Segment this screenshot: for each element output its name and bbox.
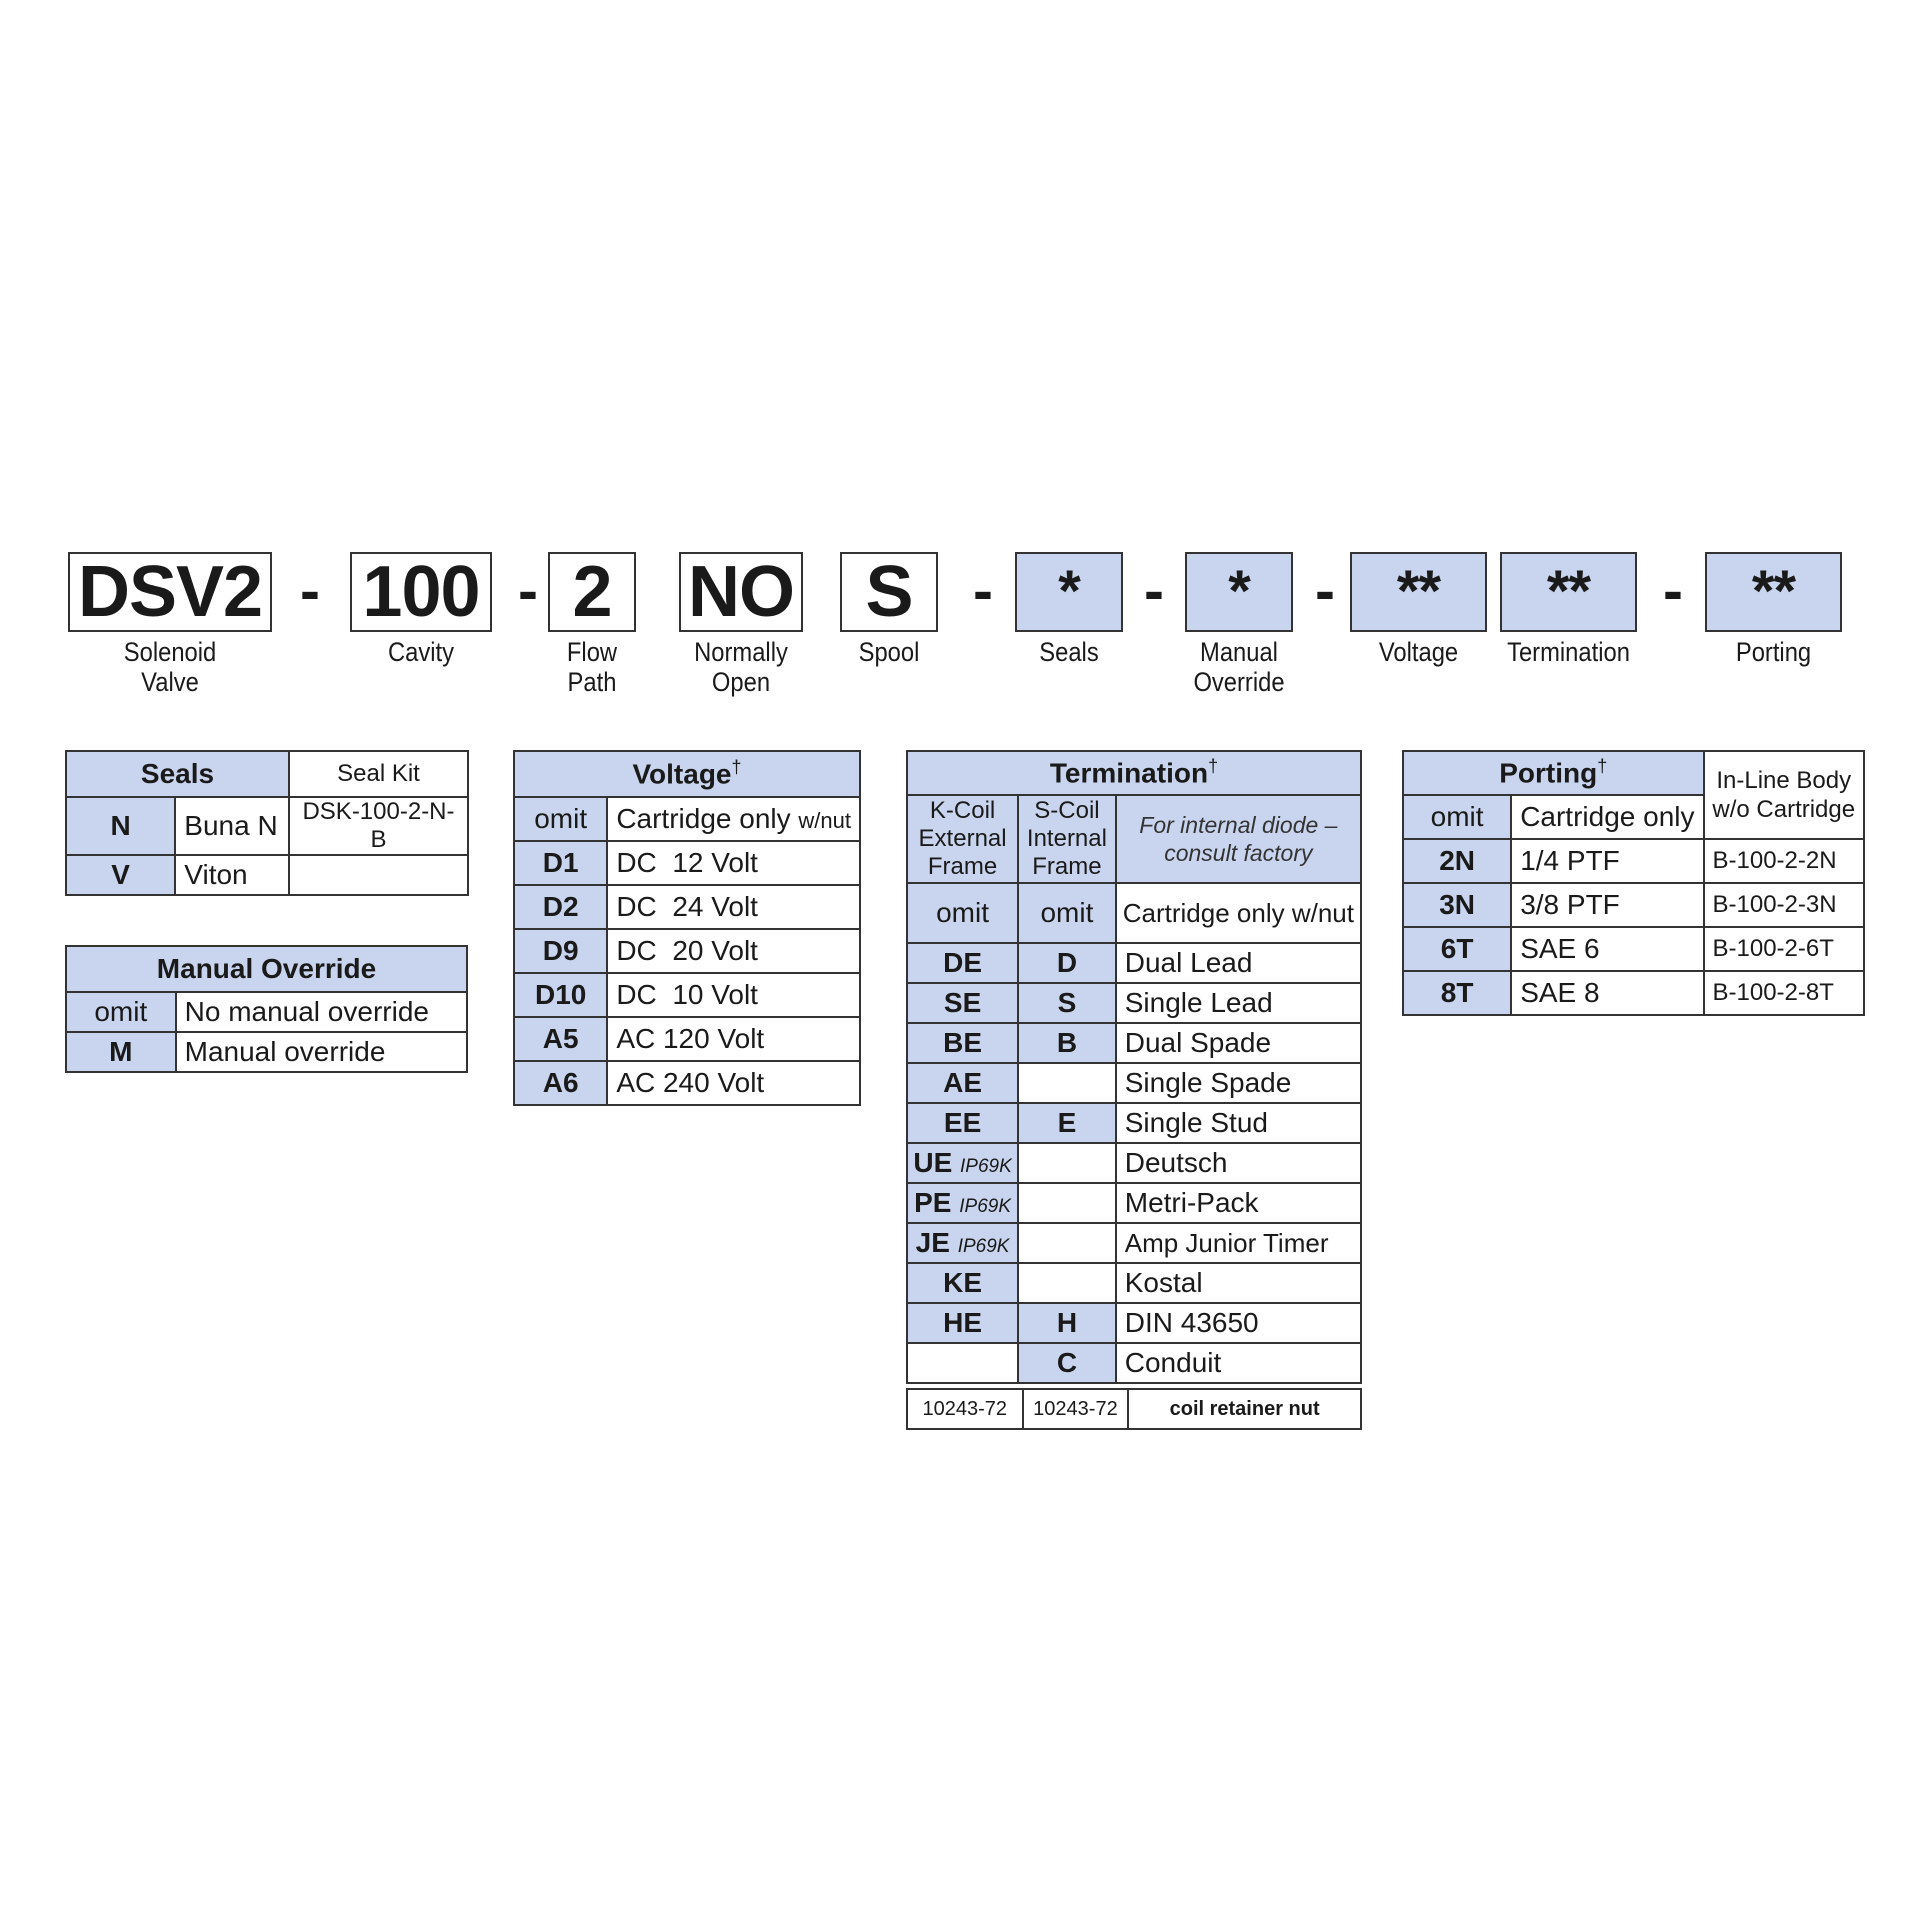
termination-desc: Deutsch bbox=[1116, 1143, 1361, 1183]
code-dash: - bbox=[1315, 557, 1335, 624]
termination-s-code: D bbox=[1018, 943, 1116, 983]
porting-code: omit bbox=[1403, 795, 1511, 839]
porting-desc: 3/8 PTF bbox=[1511, 883, 1703, 927]
voltage-desc: DC 20 Volt bbox=[607, 929, 860, 973]
voltage-table bbox=[513, 750, 861, 1106]
code-box-solenoid-valve: DSV2 bbox=[68, 552, 272, 632]
porting-code: 6T bbox=[1403, 927, 1511, 971]
nut-part-k: 10243-72 bbox=[907, 1389, 1023, 1429]
termination-k-cell bbox=[907, 1223, 1018, 1263]
voltage-desc-cell bbox=[607, 797, 860, 841]
code-box-spool: S bbox=[840, 552, 938, 632]
seals-kit bbox=[289, 855, 468, 895]
seals-desc: Viton bbox=[175, 855, 289, 895]
code-label-termination: Termination bbox=[1507, 637, 1630, 667]
ip69k-tag: IP69K bbox=[960, 1156, 1012, 1177]
manual-override-title: Manual Override bbox=[66, 946, 467, 992]
termination-s-code bbox=[1018, 1183, 1116, 1223]
code-label-normally-open: Normally Open bbox=[694, 637, 788, 697]
termination-k-code: UE bbox=[913, 1147, 953, 1178]
nut-desc: coil retainer nut bbox=[1128, 1389, 1361, 1429]
internal-diode-note: For internal diode – consult factory bbox=[1116, 795, 1361, 883]
voltage-dagger: † bbox=[731, 757, 742, 778]
termination-desc: Kostal bbox=[1116, 1263, 1361, 1303]
porting-body-part: B-100-2-6T bbox=[1704, 927, 1865, 971]
termination-desc: Conduit bbox=[1116, 1343, 1361, 1383]
voltage-code: A6 bbox=[514, 1061, 607, 1105]
code-label-cavity: Cavity bbox=[387, 637, 454, 667]
nut-part-s: 10243-72 bbox=[1023, 1389, 1129, 1429]
termination-k-code: PE bbox=[914, 1187, 952, 1218]
porting-code: 3N bbox=[1403, 883, 1511, 927]
manual-override-desc: Manual override bbox=[176, 1032, 467, 1072]
termination-k-code: BE bbox=[907, 1023, 1018, 1063]
termination-s-code bbox=[1018, 1263, 1116, 1303]
termination-desc: Single Lead bbox=[1116, 983, 1361, 1023]
voltage-title: Voltage bbox=[632, 758, 732, 790]
code-box-manual-override: * bbox=[1185, 552, 1293, 632]
porting-desc: SAE 6 bbox=[1511, 927, 1703, 971]
termination-title-cell bbox=[907, 751, 1361, 795]
termination-s-code bbox=[1018, 1223, 1116, 1263]
termination-k-code: DE bbox=[907, 943, 1018, 983]
inline-body-header: In-Line Body w/o Cartridge bbox=[1704, 751, 1865, 839]
termination-k-code bbox=[907, 1343, 1018, 1383]
s-coil-header: S-Coil Internal Frame bbox=[1018, 795, 1116, 883]
code-box-seals: * bbox=[1015, 552, 1123, 632]
termination-k-code: HE bbox=[907, 1303, 1018, 1343]
porting-desc: SAE 8 bbox=[1511, 971, 1703, 1015]
code-label-solenoid-valve: Solenoid Valve bbox=[123, 637, 217, 697]
termination-k-code: omit bbox=[907, 883, 1018, 943]
termination-k-code: JE bbox=[915, 1227, 950, 1258]
voltage-code: D2 bbox=[514, 885, 607, 929]
code-dash: - bbox=[1144, 557, 1164, 624]
seal-kit-header: Seal Kit bbox=[289, 751, 468, 797]
k-coil-header: K-Coil External Frame bbox=[907, 795, 1018, 883]
porting-desc: 1/4 PTF bbox=[1511, 839, 1703, 883]
termination-title: Termination bbox=[1049, 757, 1209, 789]
termination-s-code: C bbox=[1018, 1343, 1116, 1383]
porting-body-part: B-100-2-3N bbox=[1704, 883, 1865, 927]
termination-dagger: † bbox=[1208, 756, 1219, 777]
code-label-voltage: Voltage bbox=[1378, 637, 1459, 667]
manual-override-code: M bbox=[66, 1032, 176, 1072]
manual-override-desc: No manual override bbox=[176, 992, 467, 1032]
termination-k-code: SE bbox=[907, 983, 1018, 1023]
voltage-desc: DC 24 Volt bbox=[607, 885, 860, 929]
porting-dagger: † bbox=[1597, 756, 1608, 777]
code-box-porting: ** bbox=[1705, 552, 1842, 632]
code-box-cavity: 100 bbox=[350, 552, 492, 632]
termination-k-cell bbox=[907, 1143, 1018, 1183]
seals-code: V bbox=[66, 855, 175, 895]
seals-table bbox=[65, 750, 469, 896]
code-label-flow-path: Flow Path bbox=[566, 637, 618, 697]
porting-code: 2N bbox=[1403, 839, 1511, 883]
code-box-termination: ** bbox=[1500, 552, 1637, 632]
termination-s-code: E bbox=[1018, 1103, 1116, 1143]
porting-title-cell bbox=[1403, 751, 1704, 795]
seals-code: N bbox=[66, 797, 175, 855]
termination-k-code: EE bbox=[907, 1103, 1018, 1143]
manual-override-code: omit bbox=[66, 992, 176, 1032]
coil-retainer-nut-table bbox=[906, 1388, 1362, 1430]
code-label-porting: Porting bbox=[1735, 637, 1812, 667]
termination-s-code: omit bbox=[1018, 883, 1116, 943]
termination-s-code bbox=[1018, 1063, 1116, 1103]
porting-title: Porting bbox=[1499, 757, 1598, 789]
code-dash: - bbox=[300, 557, 320, 624]
seals-title: Seals bbox=[66, 751, 289, 797]
termination-desc: Single Spade bbox=[1116, 1063, 1361, 1103]
seals-kit: DSK-100-2-N-B bbox=[289, 797, 468, 855]
termination-k-code: AE bbox=[907, 1063, 1018, 1103]
porting-body-part: B-100-2-8T bbox=[1704, 971, 1865, 1015]
termination-desc: Cartridge only w/nut bbox=[1116, 883, 1361, 943]
termination-desc: Dual Lead bbox=[1116, 943, 1361, 983]
voltage-code: D1 bbox=[514, 841, 607, 885]
termination-desc: Dual Spade bbox=[1116, 1023, 1361, 1063]
voltage-code: D9 bbox=[514, 929, 607, 973]
porting-table bbox=[1402, 750, 1865, 1016]
code-box-voltage: ** bbox=[1350, 552, 1487, 632]
voltage-suffix: w/nut bbox=[798, 808, 851, 833]
code-dash: - bbox=[518, 557, 538, 624]
termination-s-code bbox=[1018, 1143, 1116, 1183]
code-dash: - bbox=[1663, 557, 1683, 624]
code-label-spool: Spool bbox=[858, 637, 920, 667]
code-box-normally-open: NO bbox=[679, 552, 803, 632]
porting-desc: Cartridge only bbox=[1511, 795, 1703, 839]
code-label-manual-override: Manual Override bbox=[1193, 637, 1285, 697]
voltage-desc: Cartridge only bbox=[616, 803, 791, 834]
voltage-code: D10 bbox=[514, 973, 607, 1017]
code-dash: - bbox=[973, 557, 993, 624]
voltage-desc: DC 12 Volt bbox=[607, 841, 860, 885]
voltage-desc: AC 240 Volt bbox=[607, 1061, 860, 1105]
ip69k-tag: IP69K bbox=[957, 1236, 1010, 1257]
seals-desc: Buna N bbox=[175, 797, 289, 855]
termination-s-code: H bbox=[1018, 1303, 1116, 1343]
termination-s-code: B bbox=[1018, 1023, 1116, 1063]
termination-desc: Metri-Pack bbox=[1116, 1183, 1361, 1223]
ip69k-tag: IP69K bbox=[959, 1196, 1012, 1217]
termination-desc: Single Stud bbox=[1116, 1103, 1361, 1143]
voltage-code: omit bbox=[514, 797, 607, 841]
termination-s-code: S bbox=[1018, 983, 1116, 1023]
termination-k-cell bbox=[907, 1183, 1018, 1223]
voltage-desc: AC 120 Volt bbox=[607, 1017, 860, 1061]
termination-table bbox=[906, 750, 1362, 1384]
termination-desc: DIN 43650 bbox=[1116, 1303, 1361, 1343]
voltage-desc: DC 10 Volt bbox=[607, 973, 860, 1017]
termination-k-code: KE bbox=[907, 1263, 1018, 1303]
code-label-seals: Seals bbox=[1039, 637, 1099, 667]
termination-desc: Amp Junior Timer bbox=[1116, 1223, 1361, 1263]
voltage-code: A5 bbox=[514, 1017, 607, 1061]
code-box-flow-path: 2 bbox=[548, 552, 636, 632]
voltage-title-cell bbox=[514, 751, 860, 797]
porting-code: 8T bbox=[1403, 971, 1511, 1015]
manual-override-table bbox=[65, 945, 468, 1073]
porting-body-part: B-100-2-2N bbox=[1704, 839, 1865, 883]
